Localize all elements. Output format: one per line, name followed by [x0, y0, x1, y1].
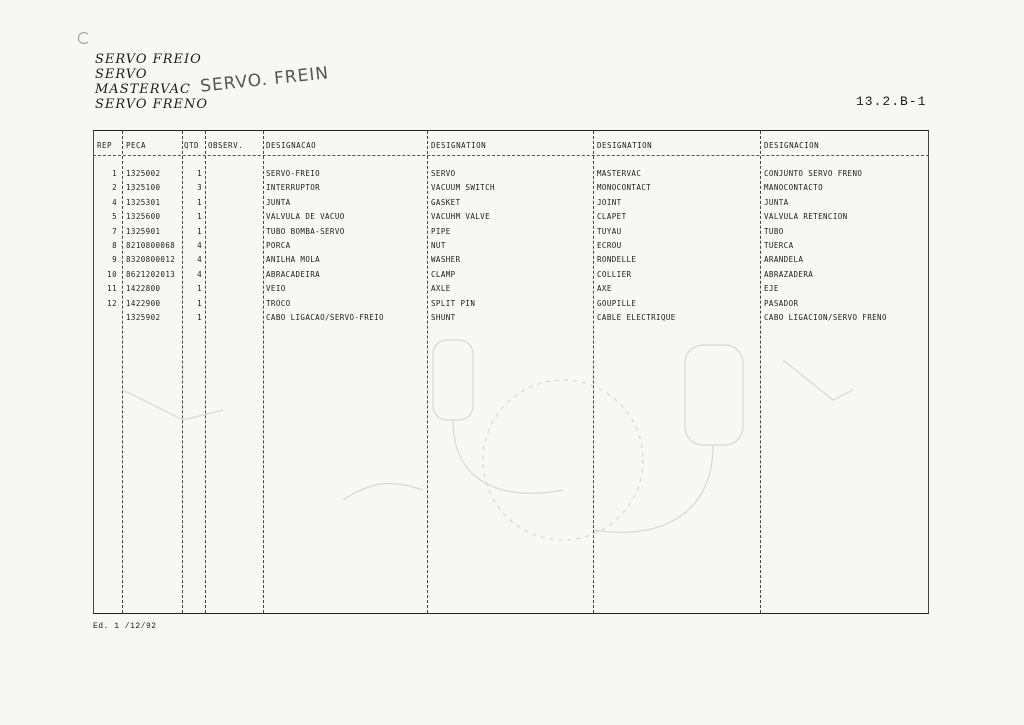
cell-designacao: TUBO BOMBA-SERVO [266, 226, 345, 236]
cell-rep: 8 [112, 241, 117, 250]
cell-peca: 1325600 [126, 212, 161, 222]
cell-designation-fr: MASTERVAC [597, 169, 642, 178]
cell-rep: 1 [112, 169, 117, 178]
cell-peca: 8621202013 [126, 269, 176, 279]
cell-designation-en: SPLIT PIN [431, 298, 476, 308]
table-row [93, 311, 929, 325]
edition-footer: Ed. 1 /12/92 [93, 622, 157, 631]
cell-designacao: SERVO-FREIO [266, 169, 321, 178]
table-row [93, 282, 929, 296]
table-row [93, 181, 929, 195]
cell-designation-en: AXLE [431, 284, 451, 294]
cell-designacao: VALVULA DE VACUO [266, 212, 345, 222]
cell-designacion: CONJUNTO SERVO FRENO [764, 169, 863, 178]
cell-designation-fr: ECROU [597, 241, 622, 250]
cell-qtd: 4 [197, 255, 202, 265]
table-row [93, 268, 929, 282]
cell-designacion: EJE [764, 284, 779, 294]
cell-designacion: CABO LIGACION/SERVO FRENO [764, 313, 887, 322]
table-row [93, 167, 929, 181]
cell-designation-fr: JOINT [597, 197, 622, 207]
cell-rep: 7 [112, 226, 117, 236]
cell-rep: 11 [107, 284, 117, 294]
cell-designation-en: SERVO [431, 169, 456, 178]
table-row [93, 297, 929, 311]
cell-qtd: 4 [197, 269, 202, 279]
cell-designation-en: GASKET [431, 197, 461, 207]
cell-qtd: 1 [197, 298, 202, 308]
parts-table [93, 130, 929, 614]
cell-designacao: VEIO [266, 284, 286, 294]
cell-designacion: ABRAZADERA [764, 269, 814, 279]
cell-rep: 12 [107, 298, 117, 308]
cell-designation-fr: AXE [597, 284, 612, 294]
cell-designacion: TUERCA [764, 241, 794, 250]
cell-qtd: 1 [197, 197, 202, 207]
cell-rep: 4 [112, 197, 117, 207]
title-line-fr: MASTERVAC [95, 82, 191, 97]
cell-designation-en: WASHER [431, 255, 461, 265]
cell-rep: 2 [112, 183, 117, 193]
cell-designation-fr: CLAPET [597, 212, 627, 222]
cell-rep: 10 [107, 269, 117, 279]
cell-designacion: ARANDELA [764, 255, 804, 265]
cell-designacao: INTERRUPTOR [266, 183, 321, 193]
cell-qtd: 3 [197, 183, 202, 193]
cell-designacion: TUBO [764, 226, 784, 236]
header-rep: REP [97, 141, 113, 150]
title-block [95, 52, 208, 112]
header-designacion: DESIGNACION [764, 141, 820, 150]
header-peca: PECA [126, 141, 147, 150]
cell-peca: 1325100 [126, 183, 161, 193]
table-row [93, 196, 929, 210]
cell-designation-en: VACUUM SWITCH [431, 183, 495, 193]
cell-designacion: MANOCONTACTO [764, 183, 823, 193]
cell-designation-fr: TUYAU [597, 226, 622, 236]
header-separator [93, 155, 929, 156]
cell-designation-en: PIPE [431, 226, 451, 236]
header-qtd: QTD [184, 141, 200, 150]
cell-designation-fr: GOUPILLE [597, 298, 637, 308]
cell-peca: 8320800012 [126, 255, 176, 265]
cell-qtd: 4 [197, 241, 202, 250]
cell-designacao: ABRACADEIRA [266, 269, 321, 279]
table-row [93, 239, 929, 253]
cell-qtd: 1 [197, 212, 202, 222]
cell-designacion: JUNTA [764, 197, 789, 207]
cell-peca: 1325902 [126, 313, 161, 322]
cell-designation-fr: MONOCONTACT [597, 183, 652, 193]
cell-designacao: PORCA [266, 241, 291, 250]
cell-peca: 1325901 [126, 226, 161, 236]
header-designacao: DESIGNACAO [266, 141, 317, 150]
cell-designation-fr: CABLE ELECTRIQUE [597, 313, 676, 322]
cell-peca: 1325301 [126, 197, 161, 207]
header-designation-en: DESIGNATION [431, 141, 487, 150]
cell-designation-en: SHUNT [431, 313, 456, 322]
cell-designation-en: NUT [431, 241, 446, 250]
cell-rep: 5 [112, 212, 117, 222]
cell-designacion: VALVULA RETENCION [764, 212, 848, 222]
title-line-pt: SERVO FREIO [95, 52, 202, 67]
cell-qtd: 1 [197, 284, 202, 294]
title-line-es: SERVO FRENO [95, 97, 209, 112]
cell-designation-en: CLAMP [431, 269, 456, 279]
cell-qtd: 1 [197, 226, 202, 236]
cell-designacao: JUNTA [266, 197, 291, 207]
cell-designacao: CABO LIGACAO/SERVO-FREIO [266, 313, 384, 322]
cell-designacao: TROCO [266, 298, 291, 308]
cell-peca: 1325002 [126, 169, 161, 178]
table-row [93, 210, 929, 224]
page-reference: 13.2.B-1 [856, 94, 927, 109]
hole-punch-mark [78, 32, 90, 44]
cell-designacion: PASADOR [764, 298, 799, 308]
table-row [93, 253, 929, 267]
cell-designation-fr: RONDELLE [597, 255, 637, 265]
cell-peca: 1422900 [126, 298, 161, 308]
cell-rep: 9 [112, 255, 117, 265]
header-observ: OBSERV. [208, 141, 244, 150]
cell-peca: 8210800068 [126, 241, 176, 250]
cell-designation-en: VACUHM VALVE [431, 212, 490, 222]
title-line-en: SERVO [95, 67, 148, 82]
cell-peca: 1422800 [126, 284, 161, 294]
handwritten-note: SERVO. FREIN [199, 63, 331, 97]
cell-qtd: 1 [197, 313, 202, 322]
cell-designation-fr: COLLIER [597, 269, 632, 279]
cell-designacao: ANILHA MOLA [266, 255, 321, 265]
cell-qtd: 1 [197, 169, 202, 178]
table-row [93, 225, 929, 239]
header-designation-fr: DESIGNATION [597, 141, 653, 150]
